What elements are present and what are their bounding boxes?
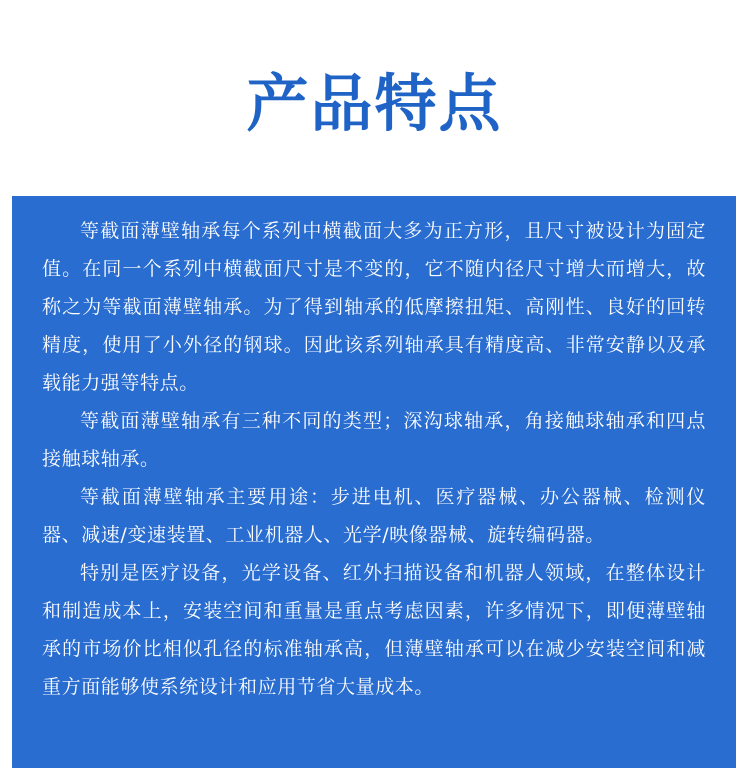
page-title: 产品特点 [246,67,503,140]
paragraph-overview: 等截面薄壁轴承每个系列中横截面大多为正方形，且尺寸被设计为固定值。在同一个系列中横截面尺寸是不变的，它不随内径尺寸增大而增大，故称之为等截面薄壁轴承。为了得到轴承的低摩擦扭矩、高刚性、良好的回转精度，使用了小外径的钢球。因此该系列轴承具有精度高、非常安静以及承载能力强等特点。 [42,220,706,394]
feature-description-panel [12,196,736,768]
paragraph-types: 等截面薄壁轴承有三种不同的类型；深沟球轴承，角接触球轴承和四点接触球轴承。 [42,410,706,470]
paragraph-cost-benefits: 特别是医疗设备，光学设备、红外扫描设备和机器人领域，在整体设计和制造成本上，安装空间和重量是重点考虑因素，许多情况下，即便薄壁轴承的市场价比相似孔径的标准轴承高，但薄壁轴承可以在减少安装空间和减重方面能够使系统设计和应用节省大量成本。 [42,562,706,698]
paragraph-applications: 等截面薄壁轴承主要用途：步进电机、医疗器械、办公器械、检测仪器、减速/变速装置、工业机器人、光学/映像器械、旋转编码器。 [42,486,706,546]
